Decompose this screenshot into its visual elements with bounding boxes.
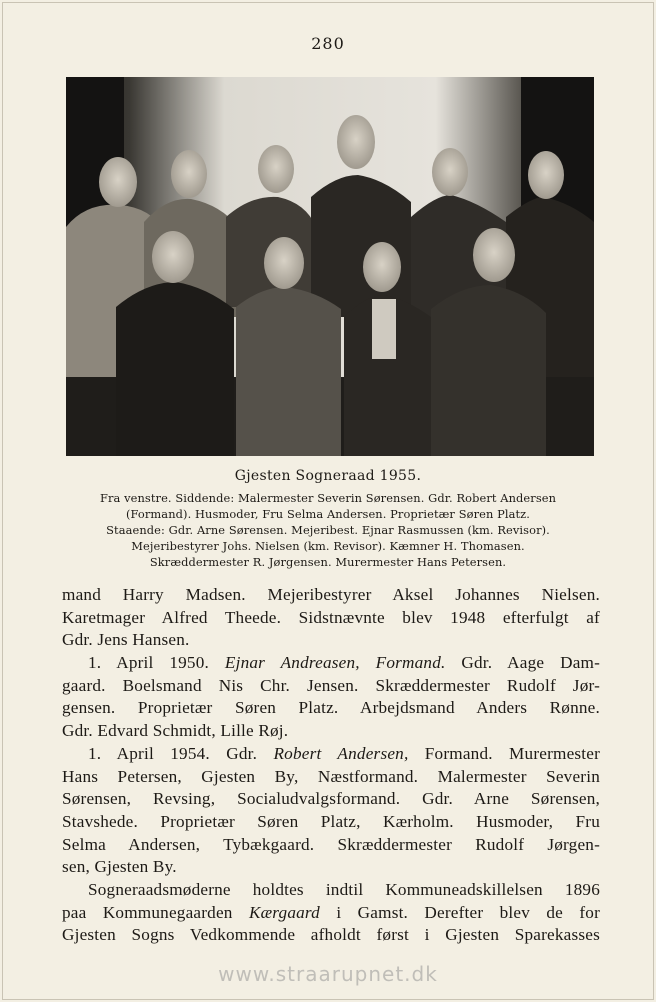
caption-body [40,490,616,570]
text-line: Karetmager Alfred Theede. Sidstnævnte blev 1948 efterfulgt af [62,607,600,627]
date-1950: 1. April 1950. [88,653,210,673]
caption-line: (Formand). Husmoder, Fru Selma Andersen. Proprietær Søren Platz. [125,507,531,521]
text-span: Formand. Murermester [424,743,601,763]
caption-line: Skræddermester R. Jørgensen. Murermester Hans Petersen. [149,555,507,569]
caption-line: Mejeribestyrer Johs. Nielsen (km. Revisor). Kæmner H. Thomasen. [131,539,525,553]
body-text [62,584,600,947]
group-photograph [66,77,594,456]
group-photograph-image [66,77,594,456]
text-line: sen, Gjesten By. [62,857,177,877]
text-span: paa Kommunegaarden [62,902,233,922]
text-line: Gdr. Edvard Schmidt, Lille Røj. [62,721,289,741]
paragraph-1954-first-line [62,743,600,766]
text-span: i Gamst. Derefter blev de for [336,902,601,922]
page-number: 280 [311,34,345,53]
place-kaergaard: Kærgaard [248,902,320,922]
chairman-1954: Robert Andersen, [273,743,409,763]
text-line: Sogneraadsmøderne holdtes indtil Kommuneadskillelsen 1896 [88,879,600,899]
text-line: Gdr. Jens Hansen. [62,630,190,650]
date-1954: 1. April 1954. Gdr. [88,743,258,763]
text-line: gaard. Boelsmand Nis Chr. Jensen. Skræddermester Rudolf Jør- [62,675,600,695]
paragraph-meetings-line-2 [62,902,600,925]
chairman-1950: Ejnar Andreasen, Formand. [224,653,446,673]
text-line: Stavshede. Proprietær Søren Platz, Kærholm. Husmoder, Fru [62,811,600,831]
text-line: gensen. Proprietær Søren Platz. Arbejdsmand Anders Rønne. [62,698,600,718]
text-line: Hans Petersen, Gjesten By, Næstformand. Malermester Severin [62,766,600,786]
caption-line: Staaende: Gdr. Arne Sørensen. Mejeribest. Ejnar Rasmussen (km. Revisor). [106,523,550,537]
text-span: Gdr. Aage Dam- [461,653,601,673]
text-line: Selma Andersen, Tybækgaard. Skræddermester Rudolf Jørgen- [62,834,600,854]
paragraph-1950-first-line [62,652,600,675]
caption-line: Fra venstre. Siddende: Malermester Severin Sørensen. Gdr. Robert Andersen [99,491,557,505]
caption-title: Gjesten Sogneraad 1955. [234,468,422,484]
watermark: www.straarupnet.dk [218,962,438,986]
text-line: Gjesten Sogns Vedkommende afholdt først i Gjesten Sparekasses [62,925,600,945]
text-line: mand Harry Madsen. Mejeribestyrer Aksel Johannes Nielsen. [62,585,600,604]
text-line: Sørensen, Revsing, Socialudvalgsformand. Gdr. Arne Sørensen, [62,789,600,809]
